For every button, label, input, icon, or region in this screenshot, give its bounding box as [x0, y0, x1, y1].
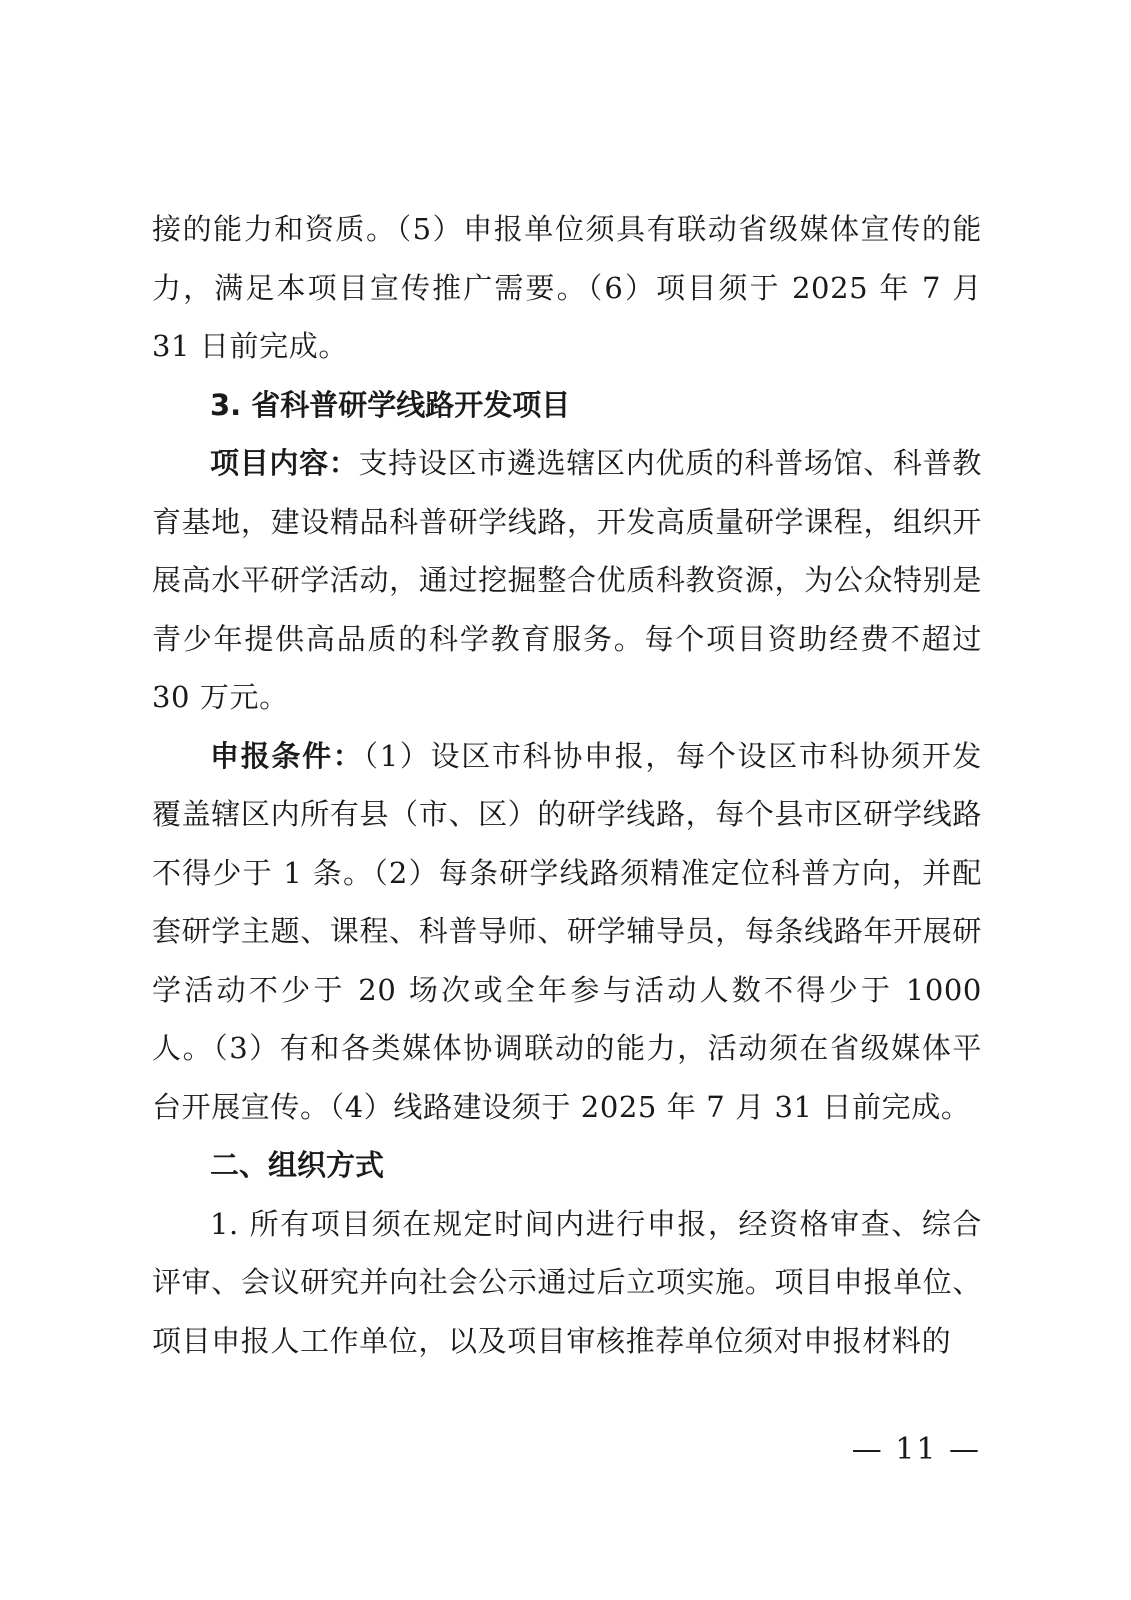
- project-content-paragraph: [152, 434, 982, 727]
- section-heading: 二、组织方式: [210, 1148, 385, 1182]
- organization-paragraph: 1. 所有项目须在规定时间内进行申报，经资格审查、综合评审、会议研究并向社会公示通过后立项实施。项目申报单位、项目申报人工作单位，以及项目审核推荐单位须对申报材料的: [152, 1206, 982, 1358]
- document-body: [152, 200, 982, 1370]
- project-content-text: 支持设区市遴选辖区内优质的科普场馆、科普教育基地，建设精品科普研学线路，开发高质量研学课程，组织开展高水平研学活动，通过挖掘整合优质科教资源，为公众特别是青少年提供高品质的科学教育服务。每个项目资助经费不超过 30 万元。: [152, 446, 982, 714]
- application-conditions-text: （1）设区市科协申报，每个设区市科协须开发覆盖辖区内所有县（市、区）的研学线路，每个县市区研学线路不得少于 1 条。（2）每条研学线路须精准定位科普方向，并配套研学主题、课程、科普导师、研学辅导员，每条线路年开展研学活动不少于 20 场次或全年参与活动人数不得少于 1000 人。（3）有和各类媒体协调联动的能力，活动须在省级媒体平台开展宣传。（4）线路建设须于 2025 年 7 月 31 日前完成。: [152, 738, 982, 1124]
- application-conditions-label: 申报条件：: [210, 738, 364, 773]
- page-number: — 11 —: [851, 1432, 981, 1467]
- paragraph-continuation: 接的能力和资质。（5）申报单位须具有联动省级媒体宣传的能力，满足本项目宣传推广需要。（6）项目须于 2025 年 7 月 31 日前完成。: [152, 212, 982, 363]
- application-conditions-paragraph: [152, 727, 982, 1137]
- subsection-heading: 3. 省科普研学线路开发项目: [210, 387, 571, 422]
- project-content-label: 项目内容：: [210, 446, 359, 480]
